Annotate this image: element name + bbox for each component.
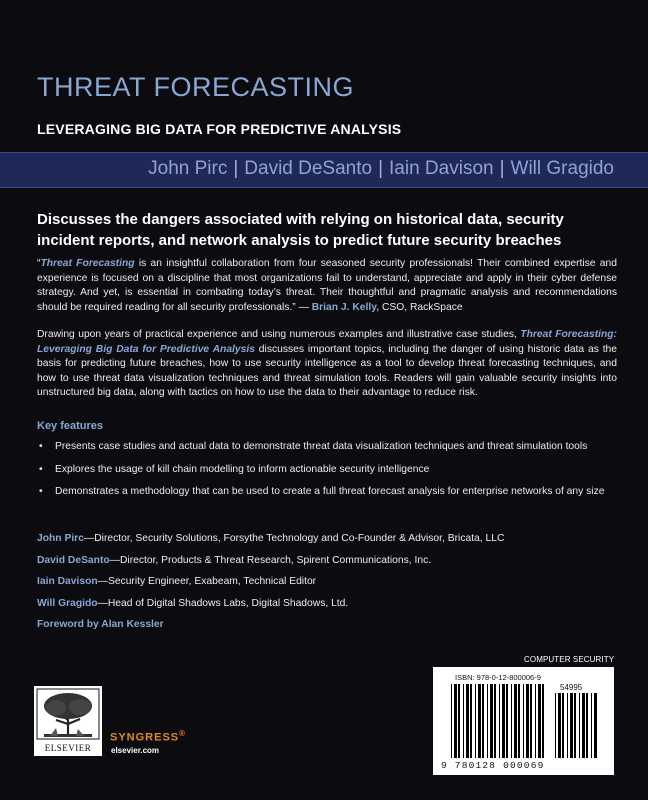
book-subtitle: LEVERAGING BIG DATA FOR PREDICTIVE ANALYSIS [37, 121, 402, 137]
key-features-heading: Key features [37, 420, 104, 432]
list-item [37, 440, 621, 455]
syngress-wordmark: SYNGRESS [110, 731, 180, 744]
publisher-url: elsevier.com [111, 746, 160, 755]
key-features-list [37, 440, 621, 508]
description-rest: discusses important topics, including the danger of using historic data as the basis for predicting future breaches, how to use security intelligence as a tool to develop threat forecasting techniques, and how to use threat data visualization techniques and threat simulation tools. Readers will gain valuable security insights into unstructured big data, along with tactics on how to use the data to their advantage to reduce risk. [37, 343, 618, 398]
author-name: David DeSanto [244, 158, 373, 179]
bio-role: —Director, Security Solutions, Forsythe Technology and Co-Founder & Advisor, Bricata, LLC [83, 533, 505, 544]
book-title: THREAT FORECASTING [37, 72, 355, 102]
author-band [0, 152, 648, 188]
author-separator: | [499, 158, 505, 179]
author-list [148, 158, 614, 180]
endorsement-quote [37, 257, 617, 315]
headline: Discusses the dangers associated with relying on historical data, security incident reports, and network analysis to predict future security breaches [37, 211, 564, 249]
author-separator: | [233, 158, 239, 179]
author-name: Iain Davison [389, 158, 494, 179]
bio-role: —Head of Digital Shadows Labs, Digital Shadows, Ltd. [97, 598, 349, 609]
bio-name: Will Gragido [37, 598, 98, 609]
syngress-mark-icon: ® [179, 729, 187, 738]
description [37, 328, 617, 401]
description-book-title: Threat Forecasting: Leveraging Big Data for Predictive Analysis [37, 329, 617, 355]
syngress-logo [110, 729, 186, 744]
elsevier-wordmark: ELSEVIER [44, 743, 92, 753]
author-name: John Pirc [148, 158, 228, 179]
bio-name: Iain Davison [37, 576, 98, 587]
bullet-icon: • [39, 486, 43, 497]
bullet-icon: • [39, 463, 43, 475]
bio-name: David DeSanto [37, 555, 110, 566]
feature-text: Demonstrates a methodology that can be used to create a full threat forecast analysis for enterprise networks of any size [55, 486, 605, 497]
quote-book-title: Threat Forecasting [40, 258, 135, 269]
bullet-icon: • [39, 441, 43, 452]
feature-text: Presents case studies and actual data to demonstrate threat data visualization techniques and threat simulation tools [55, 441, 588, 452]
author-bio [37, 576, 621, 587]
elsevier-tree-icon [34, 686, 102, 742]
elsevier-logo [34, 686, 102, 756]
barcode-digits: 9 780128 000069 [441, 760, 545, 771]
author-separator: | [378, 158, 384, 179]
author-bio [37, 598, 621, 609]
author-name: Will Gragido [510, 158, 614, 179]
author-bio [37, 555, 621, 566]
bio-role: —Security Engineer, Exabeam, Technical Editor [97, 576, 317, 587]
barcode-addon-number: 54995 [560, 683, 583, 692]
author-bio [37, 533, 621, 544]
bio-name: John Pirc [37, 533, 84, 544]
foreword: Foreword by Alan Kessler [37, 619, 164, 630]
feature-text: Explores the usage of kill chain modelling to inform actionable security intelligence [55, 463, 430, 475]
quote-affiliation: CSO, RackSpace [379, 301, 463, 313]
isbn-label: ISBN: 978-0-12-800006-9 [455, 673, 541, 682]
isbn-barcode [433, 667, 614, 775]
category-label: COMPUTER SECURITY [524, 655, 615, 664]
bio-role: —Director, Products & Threat Research, Spirent Communications, Inc. [109, 555, 432, 566]
list-item [37, 485, 621, 500]
description-lead: Drawing upon years of practical experience and using numerous examples and illustrative case studies, [37, 329, 521, 340]
quote-author: Brian J. Kelly, [311, 301, 380, 313]
barcode-bars-main [451, 684, 549, 758]
quote-open: “ [37, 258, 41, 269]
quote-text: is an insightful collaboration from four seasoned security professionals! Their combined expertise and experience is focused on a discipline that most organizations fail to understand, appreciate and apply in their cyber defense strategy. And yet, is essential in combating today’s threat. Their thoughtful and pragmatic analysis and recommendations should be required reading for all security professionals.” — [37, 258, 617, 313]
barcode-bars-addon [555, 693, 597, 758]
list-item [37, 463, 621, 478]
